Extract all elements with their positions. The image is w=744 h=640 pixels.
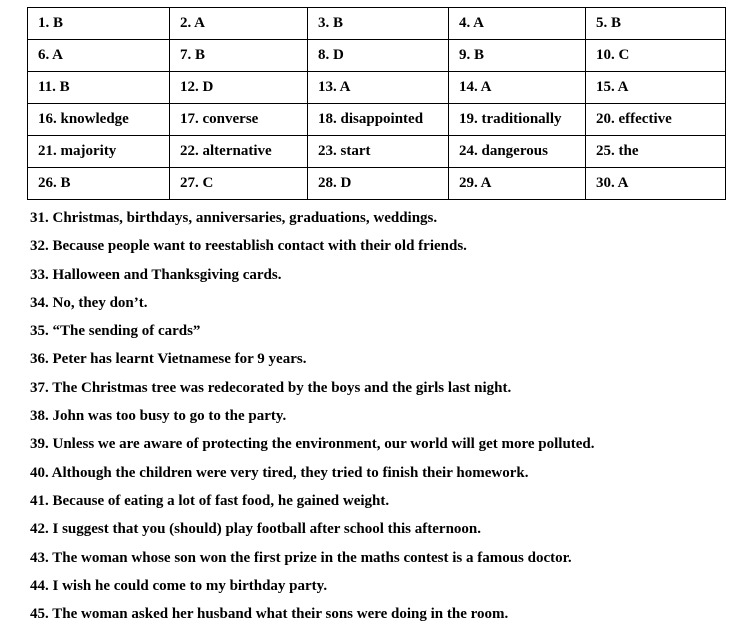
answer-cell: 4. A [449, 8, 586, 40]
answer-cell: 29. A [449, 168, 586, 200]
answer-cell: 21. majority [28, 136, 170, 168]
answer-line: 35. “The sending of cards” [30, 323, 201, 340]
answer-cell: 23. start [308, 136, 449, 168]
answer-cell: 25. the [586, 136, 726, 168]
answer-line: 33. Halloween and Thanksgiving cards. [30, 266, 282, 283]
answer-cell: 28. D [308, 168, 449, 200]
answer-cell: 17. converse [170, 104, 308, 136]
answer-line: 32. Because people want to reestablish contact with their old friends. [30, 238, 467, 255]
answer-cell: 1. B [28, 8, 170, 40]
answer-grid-table [27, 7, 726, 200]
answer-line: 44. I wish he could come to my birthday party. [30, 577, 328, 594]
answer-cell: 19. traditionally [449, 104, 586, 136]
table-row [28, 104, 726, 136]
answer-cell: 9. B [449, 40, 586, 72]
answer-line: 34. No, they don’t. [30, 294, 148, 311]
answer-cell: 14. A [449, 72, 586, 104]
table-row [28, 168, 726, 200]
answer-line: 39. Unless we are aware of protecting the environment, our world will get more polluted. [30, 436, 595, 453]
table-row [28, 72, 726, 104]
answer-cell: 30. A [586, 168, 726, 200]
answer-cell: 2. A [170, 8, 308, 40]
answer-cell: 15. A [586, 72, 726, 104]
answer-line: 43. The woman whose son won the first prize in the maths contest is a famous doctor. [30, 549, 572, 566]
answer-cell: 27. C [170, 168, 308, 200]
table-row [28, 136, 726, 168]
answer-cell: 20. effective [586, 104, 726, 136]
answer-line: 31. Christmas, birthdays, anniversaries, graduations, weddings. [30, 210, 438, 226]
answer-cell: 11. B [28, 72, 170, 104]
answer-cell: 22. alternative [170, 136, 308, 168]
answer-cell: 3. B [308, 8, 449, 40]
answer-cell: 6. A [28, 40, 170, 72]
answer-cell: 18. disappointed [308, 104, 449, 136]
answer-cell: 26. B [28, 168, 170, 200]
answer-cell: 7. B [170, 40, 308, 72]
table-row [28, 40, 726, 72]
written-answers-section [30, 204, 730, 628]
answer-cell: 16. knowledge [28, 104, 170, 136]
answer-line: 37. The Christmas tree was redecorated by the boys and the girls last night. [30, 379, 512, 396]
answer-line: 42. I suggest that you (should) play football after school this afternoon. [30, 521, 482, 538]
answer-cell: 5. B [586, 8, 726, 40]
table-row [28, 8, 726, 40]
answer-cell: 24. dangerous [449, 136, 586, 168]
answer-line: 36. Peter has learnt Vietnamese for 9 years. [30, 351, 307, 368]
answer-cell: 13. A [308, 72, 449, 104]
answer-line: 40. Although the children were very tired, they tried to finish their homework. [30, 464, 529, 481]
answer-line: 45. The woman asked her husband what their sons were doing in the room. [30, 606, 509, 623]
answer-cell: 10. C [586, 40, 726, 72]
answer-cell: 12. D [170, 72, 308, 104]
answer-line: 41. Because of eating a lot of fast food, he gained weight. [30, 492, 390, 509]
answer-line: 38. John was too busy to go to the party. [30, 408, 287, 425]
answer-cell: 8. D [308, 40, 449, 72]
